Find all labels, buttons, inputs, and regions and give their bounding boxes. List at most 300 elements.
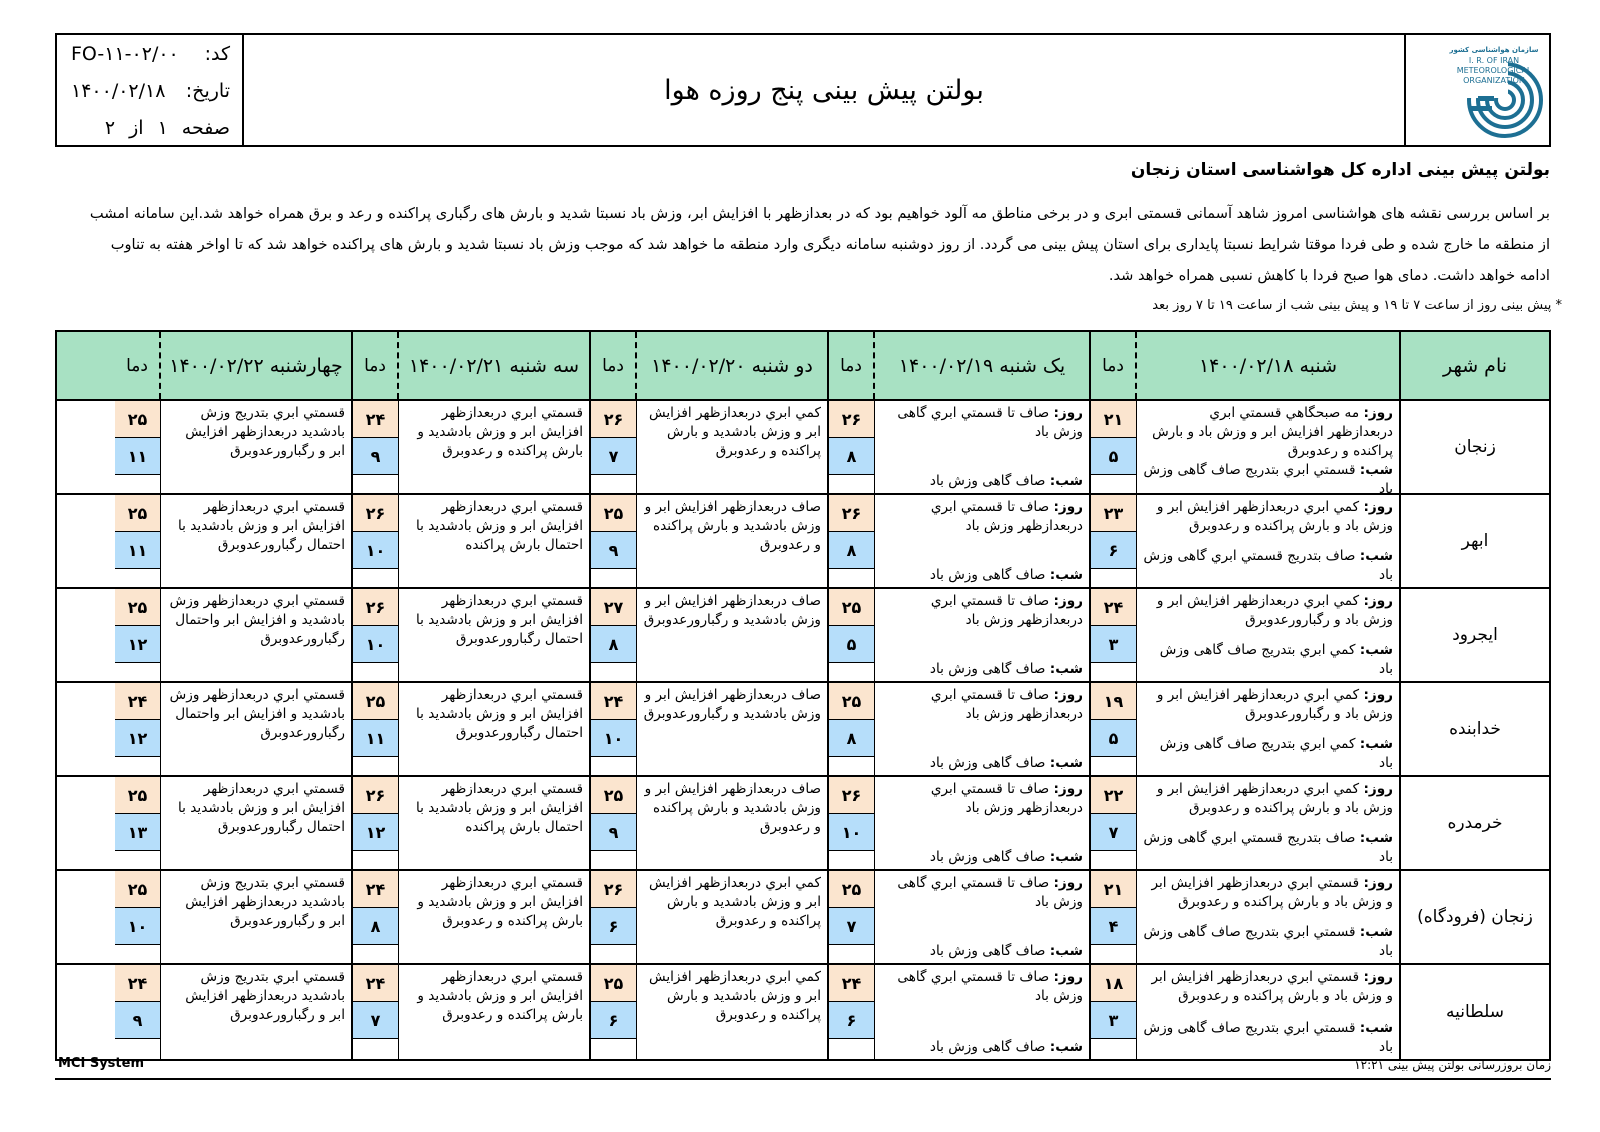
night-label: شب: — [1049, 661, 1083, 677]
temperature-box — [591, 871, 637, 963]
temperature-spacer — [1091, 757, 1136, 775]
night-forecast-text: قسمتي ابري بتدريج صاف گاهی وزش باد — [1143, 924, 1393, 959]
date-label: تاریخ: — [185, 80, 230, 102]
max-temperature: ۲۵ — [115, 401, 160, 438]
max-temperature: ۲۶ — [829, 777, 874, 814]
day-forecast-text: صاف تا قسمتي ابري دربعدازظهر وزش باد — [930, 593, 1083, 628]
temperature-box — [829, 495, 875, 587]
table-row — [57, 589, 1549, 683]
night-forecast-text: صاف گاهی وزش باد — [929, 849, 1046, 865]
forecast-description — [875, 401, 1089, 493]
forecast-text: قسمتي ابري دربعدازظهر افزايش ابر و وزش بادشديد با احتمال رگبارورعدوبرق — [178, 499, 345, 553]
night-forecast — [1143, 461, 1393, 499]
day-forecast — [1143, 404, 1393, 461]
intro-paragraph: بر اساس بررسی نقشه های هواشناسی امروز شاهد آسمانی قسمتی ابری و در برخی مناطق مه آلود خواهیم بود که در بعدازظهر با افزایش ابر، وزش باد نسبتا شدید و بارش های رگباری پراکنده و رعد و برق همراه خواهد شد.این سامانه امشب از منطقه ما خارج شده و طی فردا موقتا شرایط نسبتا پایداری برای استان پیش بینی می گردد. از روز دوشنبه سامانه دیگری وارد منطقه ما خواهد شد که موجب وزش باد نسبتا شدید و بارش های پراکنده خواهد شد که تا اواخر هفته به تناوب ادامه خواهد داشت. دمای هوا صبح فردا با کاهش نسبی همراه خواهد شد. — [89, 205, 1550, 284]
temperature-box — [353, 401, 399, 493]
temp-column-header: دما — [115, 332, 161, 399]
day-label: روز: — [1053, 499, 1083, 515]
night-label: شب: — [1049, 943, 1083, 959]
night-label: شب: — [1359, 642, 1393, 658]
forecast-description — [875, 495, 1089, 587]
temperature-box — [115, 401, 161, 493]
forecast-cell — [827, 777, 1089, 869]
min-temperature: ۶ — [591, 908, 636, 945]
table-row — [57, 401, 1549, 495]
temperature-spacer — [829, 851, 874, 869]
min-temperature: ۷ — [829, 908, 874, 945]
forecast-description — [875, 965, 1089, 1059]
temperature-spacer — [829, 475, 874, 493]
forecast-cell — [1089, 401, 1399, 497]
max-temperature: ۲۵ — [115, 589, 160, 626]
forecast-text: صاف دربعدازظهر افزايش ابر و وزش بادشديد و رگبارورعدوبرق — [643, 593, 821, 628]
day-forecast — [1143, 498, 1393, 536]
day-forecast — [1143, 780, 1393, 818]
forecast-description — [637, 495, 827, 587]
night-label: شب: — [1049, 1039, 1083, 1055]
city-name: ايجرود — [1399, 589, 1549, 681]
temperature-spacer — [829, 569, 874, 587]
table-row — [57, 495, 1549, 589]
temperature-box — [591, 683, 637, 775]
night-label: شب: — [1359, 462, 1393, 478]
page-row — [71, 117, 230, 139]
night-forecast — [1143, 641, 1393, 679]
system-name: MCI System — [58, 1056, 144, 1071]
forecast-description — [399, 401, 589, 493]
min-temperature: ۷ — [1091, 814, 1136, 851]
night-forecast-text: صاف گاهی وزش باد — [929, 943, 1046, 959]
bulletin-title-box — [244, 35, 1404, 145]
date-value: ۱۴۰۰/۰۲/۱۸ — [71, 80, 166, 102]
city-name: سلطانيه — [1399, 965, 1549, 1059]
forecast-text: قسمتي ابري بتدريج وزش بادشديد دربعدازظهر افزايش ابر و رگبارورعدوبرق — [185, 875, 345, 929]
day-date-label: یک شنبه ۱۴۰۰/۰۲/۱۹ — [898, 354, 1066, 377]
min-temperature: ۵ — [829, 626, 874, 663]
max-temperature: ۲۱ — [1091, 871, 1136, 908]
table-body — [57, 401, 1549, 1059]
night-forecast — [1143, 829, 1393, 867]
day-label: روز: — [1363, 593, 1393, 609]
min-temperature: ۱۱ — [115, 438, 160, 475]
max-temperature: ۲۴ — [353, 965, 398, 1002]
table-row — [57, 965, 1549, 1059]
day-forecast — [1143, 686, 1393, 724]
day-forecast-text: قسمتي ابري دربعدازظهر افزايش ابر و وزش باد و بارش پراکنده و رعدوبرق — [1151, 969, 1393, 1004]
day-column-header — [115, 332, 351, 399]
min-temperature: ۶ — [829, 1002, 874, 1039]
min-temperature: ۸ — [591, 626, 636, 663]
forecast-cell — [115, 683, 351, 775]
night-forecast — [881, 566, 1083, 585]
night-forecast-text: صاف گاهی وزش باد — [929, 567, 1046, 583]
max-temperature: ۲۱ — [1091, 401, 1136, 438]
min-temperature: ۱۱ — [353, 720, 398, 757]
temperature-box — [829, 683, 875, 775]
forecast-description — [875, 683, 1089, 775]
max-temperature: ۱۸ — [1091, 965, 1136, 1002]
forecast-description — [161, 965, 351, 1059]
day-forecast — [881, 498, 1083, 536]
night-label: شب: — [1359, 1020, 1393, 1036]
min-temperature: ۸ — [829, 720, 874, 757]
max-temperature: ۲۶ — [353, 495, 398, 532]
forecast-description — [875, 871, 1089, 963]
forecast-description — [637, 683, 827, 775]
city-name: زنجان — [1399, 401, 1549, 493]
forecast-cell — [1089, 683, 1399, 775]
temperature-spacer — [115, 569, 160, 587]
temp-column-header: دما — [1091, 332, 1137, 399]
forecast-description — [1137, 965, 1399, 1059]
night-forecast-text: کمي ابري بتدريج صاف گاهی وزش باد — [1159, 642, 1393, 677]
night-forecast-text: صاف گاهی وزش باد — [929, 755, 1046, 771]
min-temperature: ۷ — [591, 438, 636, 475]
day-label: روز: — [1053, 405, 1083, 421]
min-temperature: ۱۳ — [115, 814, 160, 851]
forecast-cell — [351, 589, 589, 681]
day-forecast-text: کمي ابري دربعدازظهر افزايش ابر و وزش باد و بارش پراکنده و رعدوبرق — [1156, 781, 1393, 816]
day-forecast — [1143, 968, 1393, 1006]
forecast-cell — [1089, 495, 1399, 587]
forecast-text: قسمتي ابري دربعدازظهر افزايش ابر و وزش بادشديد با احتمال رگبارورعدوبرق — [178, 781, 345, 835]
forecast-text: قسمتي ابري دربعدازظهر افزايش ابر و وزش بادشديد با احتمال بارش پراکنده — [416, 499, 583, 553]
night-forecast — [881, 754, 1083, 773]
day-column-header — [1089, 332, 1399, 399]
temperature-spacer — [115, 757, 160, 775]
temperature-box — [591, 965, 637, 1059]
forecast-cell — [827, 589, 1089, 681]
logo-text-iran: I. R. OF IRAN — [1468, 56, 1519, 65]
max-temperature: ۲۴ — [1091, 589, 1136, 626]
night-forecast-text: قسمتي ابري بتدريج صاف گاهی وزش باد — [1143, 462, 1393, 497]
forecast-cell — [115, 401, 351, 493]
forecast-cell — [351, 871, 589, 963]
update-time-info — [1354, 1058, 1551, 1072]
night-forecast-text: صاف بتدريج قسمتي ابري گاهی وزش باد — [1143, 830, 1393, 865]
forecast-description — [399, 777, 589, 869]
max-temperature: ۲۵ — [115, 871, 160, 908]
temperature-box — [591, 589, 637, 681]
temperature-spacer — [591, 569, 636, 587]
temperature-box — [829, 401, 875, 493]
min-temperature: ۸ — [829, 532, 874, 569]
forecast-cell — [351, 401, 589, 493]
temperature-spacer — [829, 1039, 874, 1059]
temperature-spacer — [353, 1039, 398, 1059]
temp-column-header: دما — [591, 332, 637, 399]
min-temperature: ۹ — [591, 814, 636, 851]
min-temperature: ۱۰ — [591, 720, 636, 757]
temperature-box — [1091, 683, 1137, 775]
min-temperature: ۳ — [1091, 626, 1136, 663]
temperature-spacer — [353, 663, 398, 681]
night-label: شب: — [1049, 473, 1083, 489]
temperature-spacer — [1091, 663, 1136, 681]
temperature-box — [829, 965, 875, 1059]
temperature-box — [115, 871, 161, 963]
forecast-description — [399, 589, 589, 681]
forecast-description — [637, 401, 827, 493]
forecast-cell — [1089, 777, 1399, 869]
temperature-spacer — [1091, 945, 1136, 963]
day-column-header — [589, 332, 827, 399]
min-temperature: ۷ — [353, 1002, 398, 1039]
forecast-cell — [827, 871, 1089, 963]
forecast-description — [637, 871, 827, 963]
forecast-cell — [589, 401, 827, 493]
night-forecast — [1143, 547, 1393, 585]
city-column-header: نام شهر — [1399, 332, 1549, 399]
day-label: روز: — [1053, 593, 1083, 609]
temperature-box — [591, 777, 637, 869]
max-temperature: ۲۶ — [353, 777, 398, 814]
night-forecast — [881, 660, 1083, 679]
night-label: شب: — [1049, 755, 1083, 771]
forecast-description — [875, 589, 1089, 681]
night-forecast-text: صاف گاهی وزش باد — [929, 1039, 1046, 1055]
day-column-header — [351, 332, 589, 399]
temperature-box — [1091, 495, 1137, 587]
temperature-spacer — [1091, 1039, 1136, 1059]
night-forecast — [881, 1038, 1083, 1057]
forecast-cell — [589, 965, 827, 1059]
max-temperature: ۱۹ — [1091, 683, 1136, 720]
day-date-label: دو شنبه ۱۴۰۰/۰۲/۲۰ — [651, 354, 813, 377]
min-temperature: ۵ — [1091, 720, 1136, 757]
max-temperature: ۲۴ — [115, 965, 160, 1002]
day-date-label: چهارشنبه ۱۴۰۰/۰۲/۲۲ — [169, 354, 343, 377]
table-row — [57, 777, 1549, 871]
meteorological-organization-logo — [1410, 38, 1546, 142]
forecast-text: قسمتي ابري بتدريج وزش بادشديد دربعدازظهر افزايش ابر و رگبارورعدوبرق — [185, 969, 345, 1023]
temperature-spacer — [1091, 569, 1136, 587]
temperature-box — [1091, 777, 1137, 869]
day-date-label: سه شنبه ۱۴۰۰/۰۲/۲۱ — [408, 354, 580, 377]
forecast-table — [55, 330, 1551, 1061]
forecast-cell — [589, 683, 827, 775]
city-name: خرمدره — [1399, 777, 1549, 869]
max-temperature: ۲۴ — [353, 871, 398, 908]
forecast-text: کمي ابري دربعدازظهر افزايش ابر و وزش بادشديد و بارش پراکنده و رعدوبرق — [648, 875, 821, 929]
temperature-box — [353, 683, 399, 775]
max-temperature: ۲۵ — [115, 777, 160, 814]
max-temperature: ۲۵ — [591, 777, 636, 814]
forecast-text: قسمتي ابري دربعدازظهر افزايش ابر و وزش بادشديد با احتمال رگبارورعدوبرق — [416, 593, 583, 647]
night-label: شب: — [1359, 548, 1393, 564]
day-label: روز: — [1363, 875, 1393, 891]
max-temperature: ۲۶ — [591, 401, 636, 438]
min-temperature: ۴ — [1091, 908, 1136, 945]
forecast-description — [399, 495, 589, 587]
forecast-cell — [589, 495, 827, 587]
min-temperature: ۱۲ — [115, 720, 160, 757]
forecast-description — [399, 683, 589, 775]
forecast-cell — [589, 777, 827, 869]
max-temperature: ۲۶ — [591, 871, 636, 908]
temperature-spacer — [115, 851, 160, 869]
forecast-description — [1137, 777, 1399, 869]
temperature-spacer — [353, 757, 398, 775]
forecast-cell — [827, 965, 1089, 1059]
temperature-spacer — [829, 663, 874, 681]
temperature-spacer — [353, 475, 398, 493]
forecast-description — [1137, 871, 1399, 963]
night-forecast-text: قسمتي ابري بتدريج صاف گاهی وزش باد — [1143, 1020, 1393, 1055]
day-label: روز: — [1363, 499, 1393, 515]
logo-box — [1404, 35, 1549, 145]
temperature-box — [1091, 401, 1137, 493]
logo-text-persian: سازمان هواشناسی کشور — [1449, 46, 1538, 54]
temperature-box — [829, 589, 875, 681]
max-temperature: ۲۵ — [829, 683, 874, 720]
max-temperature: ۲۳ — [1091, 495, 1136, 532]
max-temperature: ۲۲ — [1091, 777, 1136, 814]
night-forecast — [1143, 1019, 1393, 1057]
day-forecast — [1143, 592, 1393, 630]
temperature-box — [353, 965, 399, 1059]
forecast-text: کمي ابري دربعدازظهر افزايش ابر و وزش بادشديد و بارش پراکنده و رعدوبرق — [648, 405, 821, 459]
forecast-description — [161, 495, 351, 587]
date-row — [71, 80, 230, 102]
night-label: شب: — [1049, 567, 1083, 583]
night-forecast — [1143, 735, 1393, 773]
forecast-text: قسمتي ابري دربعدازظهر وزش بادشديد و افزايش ابر واحتمال رگبارورعدوبرق — [169, 687, 345, 741]
temperature-box — [115, 683, 161, 775]
forecast-cell — [115, 589, 351, 681]
bulletin-title: بولتن پیش بینی پنج روزه هوا — [664, 74, 984, 106]
day-forecast-text: مه صبحگاهي قسمتي ابري دربعدازظهر افزايش ابر و وزش باد و بارش پراکنده و رعدوبرق — [1152, 405, 1393, 459]
forecast-text: قسمتي ابري دربعدازظهر افزايش ابر و وزش بادشديد و بارش پراکنده و رعدوبرق — [417, 405, 583, 459]
forecast-cell — [115, 871, 351, 963]
day-label: روز: — [1363, 781, 1393, 797]
temperature-spacer — [591, 757, 636, 775]
temperature-spacer — [353, 945, 398, 963]
forecast-description — [161, 401, 351, 493]
forecast-text: قسمتي ابري بتدريج وزش بادشديد دربعدازظهر افزايش ابر و رگبارورعدوبرق — [185, 405, 345, 459]
forecast-description — [875, 777, 1089, 869]
day-forecast — [881, 592, 1083, 630]
max-temperature: ۲۵ — [591, 965, 636, 1002]
max-temperature: ۲۵ — [591, 495, 636, 532]
forecast-cell — [351, 777, 589, 869]
temperature-spacer — [1091, 475, 1136, 493]
night-forecast-text: صاف گاهی وزش باد — [929, 661, 1046, 677]
min-temperature: ۹ — [591, 532, 636, 569]
forecast-text: قسمتي ابري دربعدازظهر افزايش ابر و وزش بادشديد و بارش پراکنده و رعدوبرق — [417, 969, 583, 1023]
forecast-cell — [827, 683, 1089, 775]
max-temperature: ۲۶ — [829, 401, 874, 438]
bulletin-header — [55, 33, 1551, 147]
day-forecast-text: قسمتي ابري دربعدازظهر افزايش ابر و وزش باد و بارش پراکنده و رعدوبرق — [1151, 875, 1393, 910]
forecast-text: قسمتي ابري دربعدازظهر افزايش ابر و وزش بادشديد با احتمال رگبارورعدوبرق — [416, 687, 583, 741]
forecast-cell — [115, 777, 351, 869]
table-row — [57, 871, 1549, 965]
night-label: شب: — [1359, 924, 1393, 940]
forecast-description — [161, 683, 351, 775]
city-name: ابهر — [1399, 495, 1549, 587]
min-temperature: ۵ — [1091, 438, 1136, 475]
forecast-description — [399, 871, 589, 963]
page-number: ۱ — [157, 117, 168, 139]
temperature-box — [829, 871, 875, 963]
forecast-text: قسمتي ابري دربعدازظهر وزش بادشديد و افزايش ابر واحتمال رگبارورعدوبرق — [169, 593, 345, 647]
min-temperature: ۱۰ — [353, 626, 398, 663]
min-temperature: ۱۰ — [353, 532, 398, 569]
temperature-spacer — [591, 475, 636, 493]
max-temperature: ۲۷ — [591, 589, 636, 626]
forecast-cell — [351, 965, 589, 1059]
max-temperature: ۲۴ — [353, 401, 398, 438]
forecast-cell — [827, 401, 1089, 493]
max-temperature: ۲۴ — [115, 683, 160, 720]
max-temperature: ۲۶ — [353, 589, 398, 626]
forecast-hours-note: * پیش بینی روز از ساعت ۷ تا ۱۹ و پیش بینی شب از ساعت ۱۹ تا ۷ روز بعد — [1152, 298, 1562, 313]
temperature-box — [115, 589, 161, 681]
temperature-spacer — [115, 475, 160, 493]
day-label: روز: — [1363, 687, 1393, 703]
temperature-spacer — [829, 757, 874, 775]
city-name: خدابنده — [1399, 683, 1549, 775]
temperature-box — [353, 495, 399, 587]
night-forecast — [881, 942, 1083, 961]
day-forecast-text: کمي ابري دربعدازظهر افزايش ابر و وزش باد و رگبارورعدوبرق — [1156, 687, 1393, 722]
forecast-cell — [827, 495, 1089, 587]
temperature-spacer — [591, 663, 636, 681]
day-forecast — [881, 968, 1083, 1006]
temp-column-header: دما — [829, 332, 875, 399]
min-temperature: ۹ — [115, 1002, 160, 1039]
day-forecast-text: صاف تا قسمتي ابري گاهی وزش باد — [897, 969, 1083, 1004]
day-column-header — [827, 332, 1089, 399]
forecast-cell — [589, 871, 827, 963]
day-label: روز: — [1053, 875, 1083, 891]
forecast-cell — [115, 495, 351, 587]
temperature-box — [115, 495, 161, 587]
forecast-description — [1137, 401, 1399, 497]
page-label: صفحه — [181, 117, 230, 139]
forecast-description — [1137, 495, 1399, 587]
forecast-cell — [1089, 871, 1399, 963]
page-total: ۲ — [104, 117, 116, 139]
day-forecast — [881, 874, 1083, 912]
temperature-box — [353, 871, 399, 963]
forecast-description — [1137, 589, 1399, 681]
temperature-box — [353, 589, 399, 681]
forecast-cell — [1089, 589, 1399, 681]
max-temperature: ۲۴ — [591, 683, 636, 720]
day-forecast-text: صاف تا قسمتي ابري دربعدازظهر وزش باد — [930, 499, 1083, 534]
day-date-label: شنبه ۱۴۰۰/۰۲/۱۸ — [1198, 354, 1338, 377]
night-label: شب: — [1359, 736, 1393, 752]
forecast-description — [637, 589, 827, 681]
office-subtitle: بولتن پیش بینی اداره کل هواشناسی استان زنجان — [1130, 160, 1550, 180]
day-forecast-text: صاف تا قسمتي ابري دربعدازظهر وزش باد — [930, 781, 1083, 816]
day-label: روز: — [1053, 687, 1083, 703]
code-label: کد: — [204, 43, 230, 65]
night-label: شب: — [1359, 830, 1393, 846]
forecast-description — [637, 777, 827, 869]
temperature-box — [591, 495, 637, 587]
max-temperature: ۲۵ — [353, 683, 398, 720]
temperature-box — [115, 965, 161, 1059]
forecast-text: صاف دربعدازظهر افزايش ابر و وزش بادشديد و بارش پراکنده و رعدوبرق — [644, 781, 821, 835]
max-temperature: ۲۶ — [829, 495, 874, 532]
temperature-spacer — [115, 945, 160, 963]
min-temperature: ۸ — [829, 438, 874, 475]
temperature-box — [1091, 589, 1137, 681]
day-forecast — [881, 780, 1083, 818]
